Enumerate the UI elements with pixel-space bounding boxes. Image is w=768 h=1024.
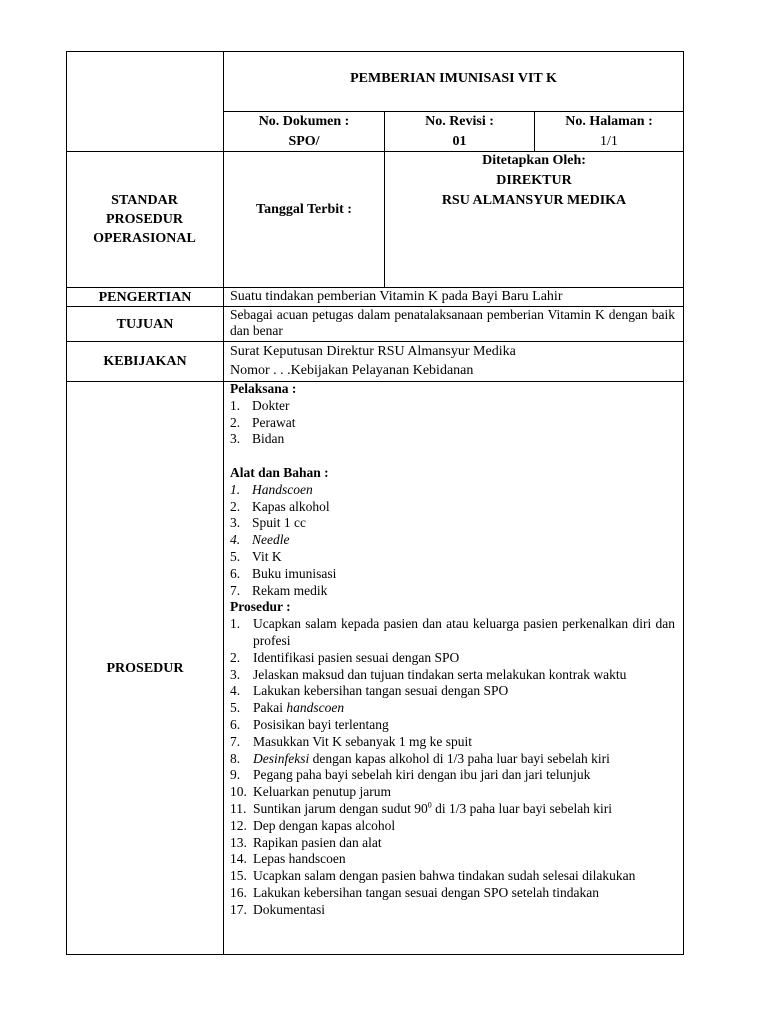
list-item: 1. Handscoen: [230, 481, 313, 497]
tanggal-terbit-label: Tanggal Terbit :: [256, 201, 352, 217]
spo-document: [66, 51, 684, 955]
step-item: 16. Lakukan kebersihan tangan sesuai dengan SPO setelah tindakan: [230, 884, 600, 900]
no-dokumen-block: [224, 112, 384, 152]
list-item: 3. Spuit 1 cc: [230, 515, 306, 531]
no-revisi-label: No. Revisi :: [425, 114, 494, 129]
list-item: 4. Needle: [230, 532, 290, 548]
no-dokumen-label: No. Dokumen :: [258, 114, 350, 129]
step-item: 11. Suntikan jarum dengan sudut $90^0$ di 1/3 paha luar bayi sebelah kiri: [230, 800, 613, 816]
list-item: 3. Bidan: [230, 431, 285, 447]
no-revisi-block: [385, 112, 534, 152]
step-item: 14. Lepas handscoen: [230, 851, 346, 867]
list-item: 1. Dokter: [230, 397, 290, 413]
step-item: 3. Jelaskan maksud dan tujuan tindakan serta melakukan kontrak waktu: [230, 666, 627, 682]
no-halaman-value: 1/1: [600, 134, 618, 149]
step-item: 4. Lakukan kebersihan tangan sesuai dengan SPO: [230, 683, 509, 699]
prosedur-content: [224, 381, 683, 919]
no-halaman-label: No. Halaman :: [565, 114, 653, 129]
prosedur-label: PROSEDUR: [106, 660, 184, 676]
list-item: 6. Buku imunisasi: [230, 565, 337, 581]
list-item: 2. Kapas alkohol: [230, 498, 330, 514]
alat-title: Alat dan Bahan :: [230, 464, 329, 480]
spo-label: STANDAR PROSEDUR OPERASIONAL: [93, 193, 196, 246]
pelaksana-list: [230, 398, 675, 448]
step-item: 13. Rapikan pasien dan alat: [230, 834, 382, 850]
alat-list: [230, 482, 675, 600]
step-item: 10. Keluarkan penutup jarum: [230, 784, 391, 800]
pengertian-label: PENGERTIAN: [98, 289, 192, 305]
step-item: 12. Dep dengan kapas alcohol: [230, 817, 396, 833]
prosedur-title: Prosedur :: [230, 599, 291, 615]
no-revisi-value: 01: [452, 134, 467, 149]
direktur-label: DIREKTUR: [496, 173, 572, 188]
no-dokumen-value: SPO/: [288, 134, 320, 149]
step-item: 5. Pakai handscoen: [230, 700, 345, 716]
list-item: 2. Perawat: [230, 414, 296, 430]
tujuan-text: Sebagai acuan petugas dalam penatalaksanaan pemberian Vitamin K dengan baik dan benar: [230, 307, 675, 338]
rumah-sakit-name: RSU ALMANSYUR MEDIKA: [441, 193, 627, 208]
ditetapkan-block: [385, 151, 683, 211]
no-halaman-block: [535, 112, 683, 152]
pelaksana-title: Pelaksana :: [230, 381, 297, 396]
kebijakan-line-2: Nomor . . .Kebijakan Pelayanan Kebidanan: [230, 363, 474, 378]
step-item: 2. Identifikasi pasien sesuai dengan SPO: [230, 649, 460, 665]
prosedur-steps: [230, 616, 675, 918]
step-item: 9. Pegang paha bayi sebelah kiri dengan ibu jari dan jari telunjuk: [230, 767, 591, 783]
list-item: 5. Vit K: [230, 548, 282, 564]
kebijakan-label: KEBIJAKAN: [103, 354, 187, 369]
step-item: 1. Ucapkan salam kepada pasien dan atau keluarga pasien perkenalkan diri dan profesi: [230, 616, 675, 648]
pengertian-text: Suatu tindakan pemberian Vitamin K pada Bayi Baru Lahir: [230, 289, 563, 304]
step-item: 8. Desinfeksi dengan kapas alkohol di 1/3 paha luar bayi sebelah kiri: [230, 750, 610, 766]
step-item: 17. Dokumentasi: [230, 901, 325, 917]
step-item: 15. Ucapkan salam dengan pasien bahwa tindakan sudah selesai dilakukan: [230, 868, 636, 884]
kebijakan-text: [224, 342, 683, 380]
step-item: 6. Posisikan bayi terlentang: [230, 716, 389, 732]
document-title: PEMBERIAN IMUNISASI VIT K: [350, 71, 557, 86]
step-item: 7. Masukkan Vit K sebanyak 1 mg ke spuit: [230, 733, 473, 749]
kebijakan-line-1: Surat Keputusan Direktur RSU Almansyur Medika: [230, 344, 516, 359]
tujuan-label: TUJUAN: [116, 316, 174, 332]
ditetapkan-oleh: Ditetapkan Oleh:: [482, 153, 586, 168]
list-item: 7. Rekam medik: [230, 582, 328, 598]
